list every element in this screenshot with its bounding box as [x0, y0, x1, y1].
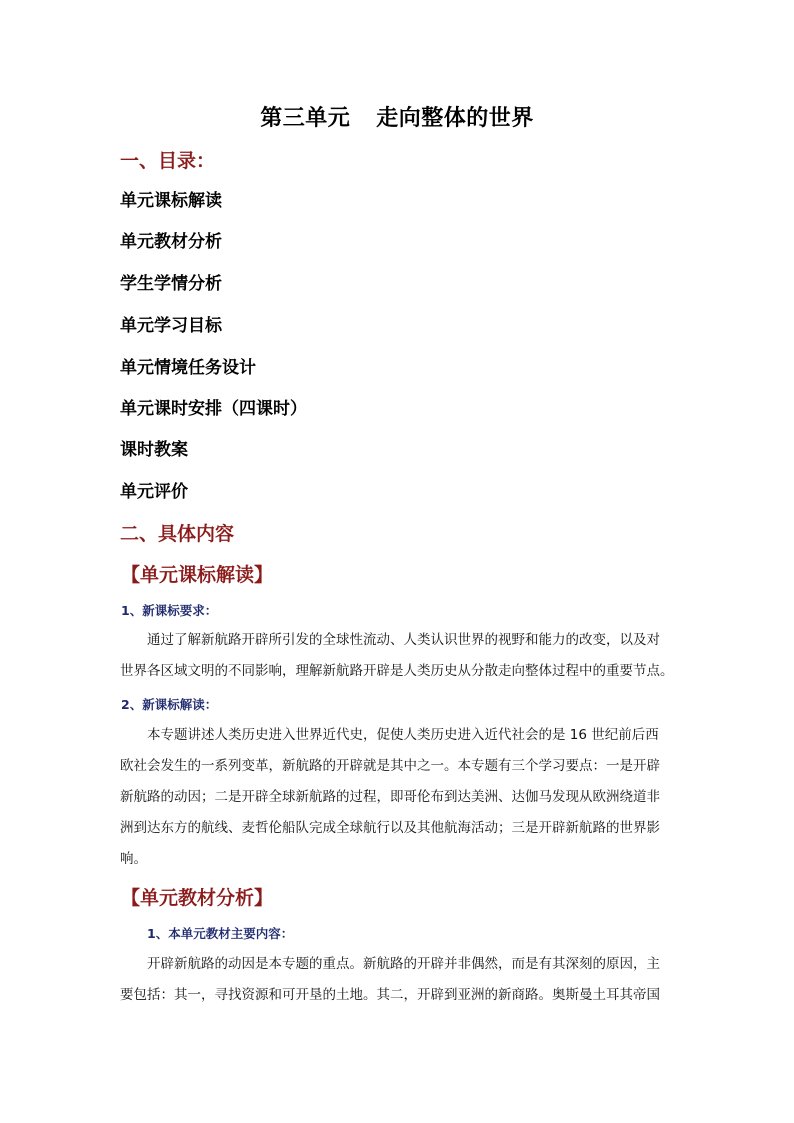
toc-item-6: 单元课时安排（四课时） [120, 399, 307, 419]
document-title [0, 104, 794, 134]
toc-item-3: 学生学情分析 [120, 274, 222, 294]
toc-item-4: 单元学习目标 [120, 316, 222, 336]
subheading-main-content: 1、本单元教材主要内容： [147, 926, 294, 941]
paragraph-line: 欧社会发生的一系列变革，新航路的开辟就是其中之一。本专题有三个学习要点：一是开辟 [120, 758, 660, 774]
title-part-2: 走向整体的世界 [376, 106, 534, 131]
toc-item-8: 单元评价 [120, 482, 188, 502]
paragraph-line: 开辟新航路的动因是本专题的重点。新航路的开辟并非偶然，而是有其深刻的原因，主 [147, 956, 660, 972]
paragraph-standard-requirements [120, 625, 680, 687]
paragraph-line: 通过了解新航路开辟所引发的全球性流动、人类认识世界的视野和能力的改变，以及对 [147, 632, 660, 648]
toc-heading: 一、目录： [120, 150, 216, 172]
paragraph-line: 本专题讲述人类历史进入世界近代史，促使人类历史进入近代社会的是 16 世纪前后西 [147, 727, 659, 743]
paragraph-line: 要包括：其一，寻找资源和可开垦的土地。其二，开辟到亚洲的新商路。奥斯曼土耳其帝国 [120, 987, 660, 1003]
toc-item-7: 课时教案 [120, 440, 188, 460]
paragraph-line: 洲到达东方的航线、麦哲伦船队完成全球航行以及其他航海活动；三是开辟新航路的世界影 [120, 820, 660, 836]
toc-item-5: 单元情境任务设计 [120, 358, 256, 378]
paragraph-main-content [120, 949, 680, 1011]
paragraph-standard-interpretation [120, 720, 680, 875]
section-heading-curriculum: 【单元课标解读】 [121, 564, 274, 586]
title-part-1: 第三单元 [260, 106, 351, 131]
section-heading-textbook: 【单元教材分析】 [121, 887, 274, 909]
subheading-standard-requirements: 1、新课标要求： [121, 603, 218, 618]
subheading-standard-interpretation: 2、新课标解读： [121, 697, 218, 712]
toc-item-2: 单元教材分析 [120, 232, 222, 252]
paragraph-line: 世界各区域文明的不同影响，理解新航路开辟是人类历史从分散走向整体过程中的重要节点。 [120, 663, 674, 679]
paragraph-line: 响。 [120, 851, 147, 867]
content-heading: 二、具体内容 [120, 523, 235, 545]
paragraph-line: 新航路的动因；二是开辟全球新航路的过程，即哥伦布到达美洲、达伽马发现从欧洲绕道非 [120, 789, 660, 805]
toc-item-1: 单元课标解读 [120, 191, 222, 211]
